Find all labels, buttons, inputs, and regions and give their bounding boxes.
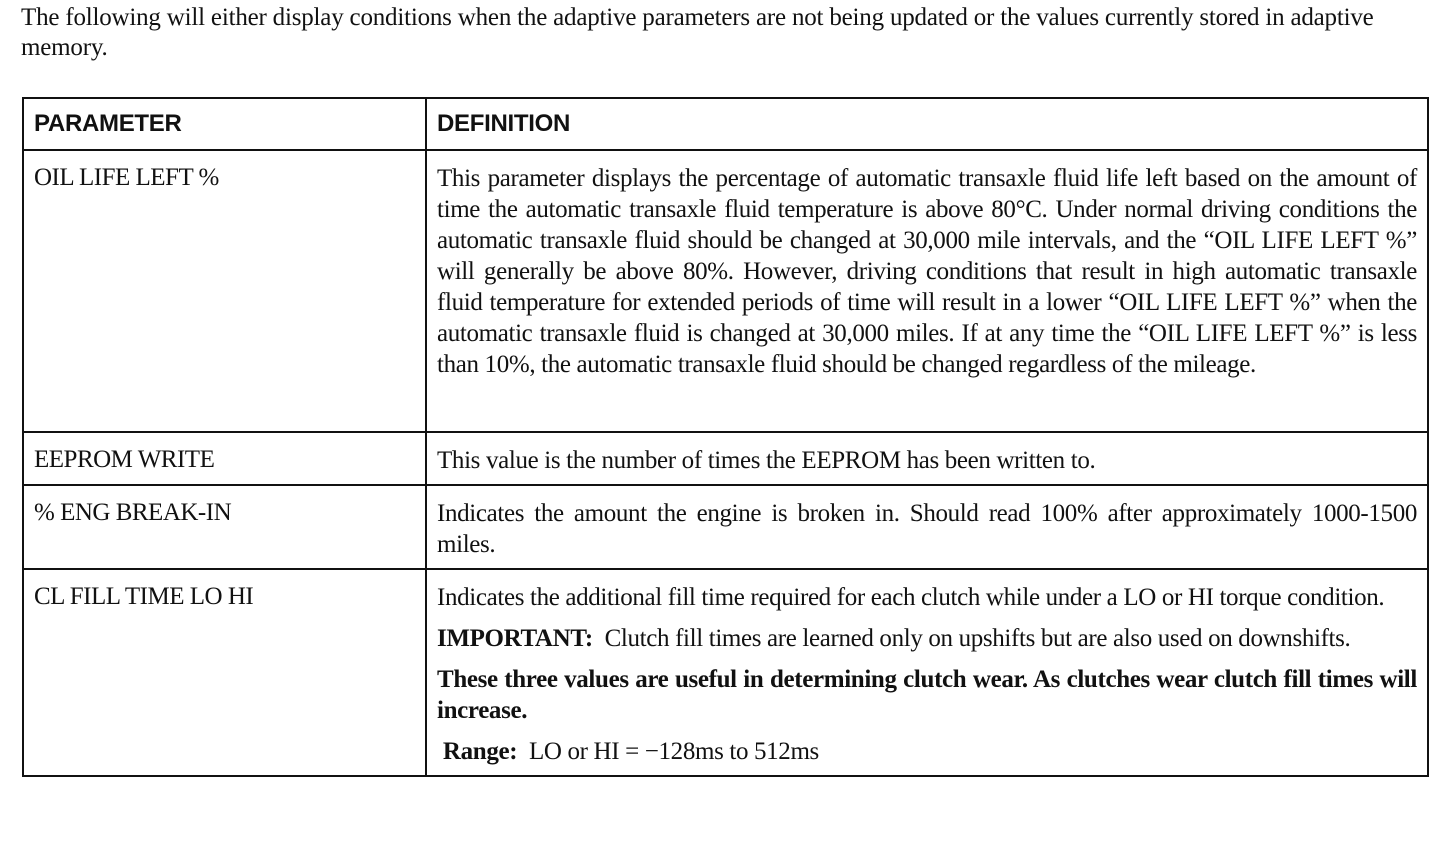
table-row xyxy=(23,569,1428,776)
table-row xyxy=(23,150,1428,432)
intro-text: The following will either display conditions when the adaptive parameters are not being updated or the values currently stored in adaptive memory. xyxy=(21,4,1374,61)
table-row xyxy=(23,432,1428,485)
row-parameter: OIL LIFE LEFT % xyxy=(23,150,426,432)
row-definition xyxy=(426,569,1428,776)
header-parameter: PARAMETER xyxy=(23,98,426,150)
definition-text: This value is the number of times the EEPROM has been written to. xyxy=(437,447,1096,474)
row-definition xyxy=(426,485,1428,569)
definition-text: Indicates the amount the engine is broken in. Should read 100% after approximately 1000-1500 miles. xyxy=(437,500,1417,558)
row-parameter: CL FILL TIME LO HI xyxy=(23,569,426,776)
header-definition: DEFINITION xyxy=(426,98,1428,150)
definition-text: This parameter displays the percentage of automatic transaxle fluid life left based on the amount of time the automatic transaxle fluid temperature is above 80°C. Under normal driving conditions the automatic transaxle fluid should be changed at 30,000 mile intervals, and the “OIL LIFE LEFT %” will generally be above 80%. However, driving conditions that result in high automatic transaxle fluid temperature for extended periods of time will result in a lower “OIL LIFE LEFT %” when the automatic transaxle fluid is changed at 30,000 miles. If at any time the “OIL LIFE LEFT %” is less than 10%, the automatic transaxle fluid should be changed regardless of the mileage. xyxy=(437,165,1417,378)
row-parameter: EEPROM WRITE xyxy=(23,432,426,485)
definition-text: Indicates the additional fill time required for each clutch while under a LO or HI torque condition. xyxy=(437,584,1385,611)
row-parameter: % ENG BREAK-IN xyxy=(23,485,426,569)
important-note xyxy=(437,623,1417,654)
table-row xyxy=(23,485,1428,569)
row-definition xyxy=(426,432,1428,485)
table-header-row xyxy=(23,98,1428,150)
important-label: IMPORTANT: xyxy=(437,625,593,652)
important-text: Clutch fill times are learned only on upshifts but are also used on downshifts. xyxy=(604,625,1351,652)
range-line xyxy=(437,736,1417,767)
range-label: Range: xyxy=(442,738,518,765)
range-value: LO or HI = −128ms to 512ms xyxy=(529,738,819,765)
parameter-table xyxy=(22,97,1429,777)
clutch-wear-note: These three values are useful in determining clutch wear. As clutches wear clutch fill times will increase. xyxy=(437,666,1417,724)
row-definition xyxy=(426,150,1428,432)
